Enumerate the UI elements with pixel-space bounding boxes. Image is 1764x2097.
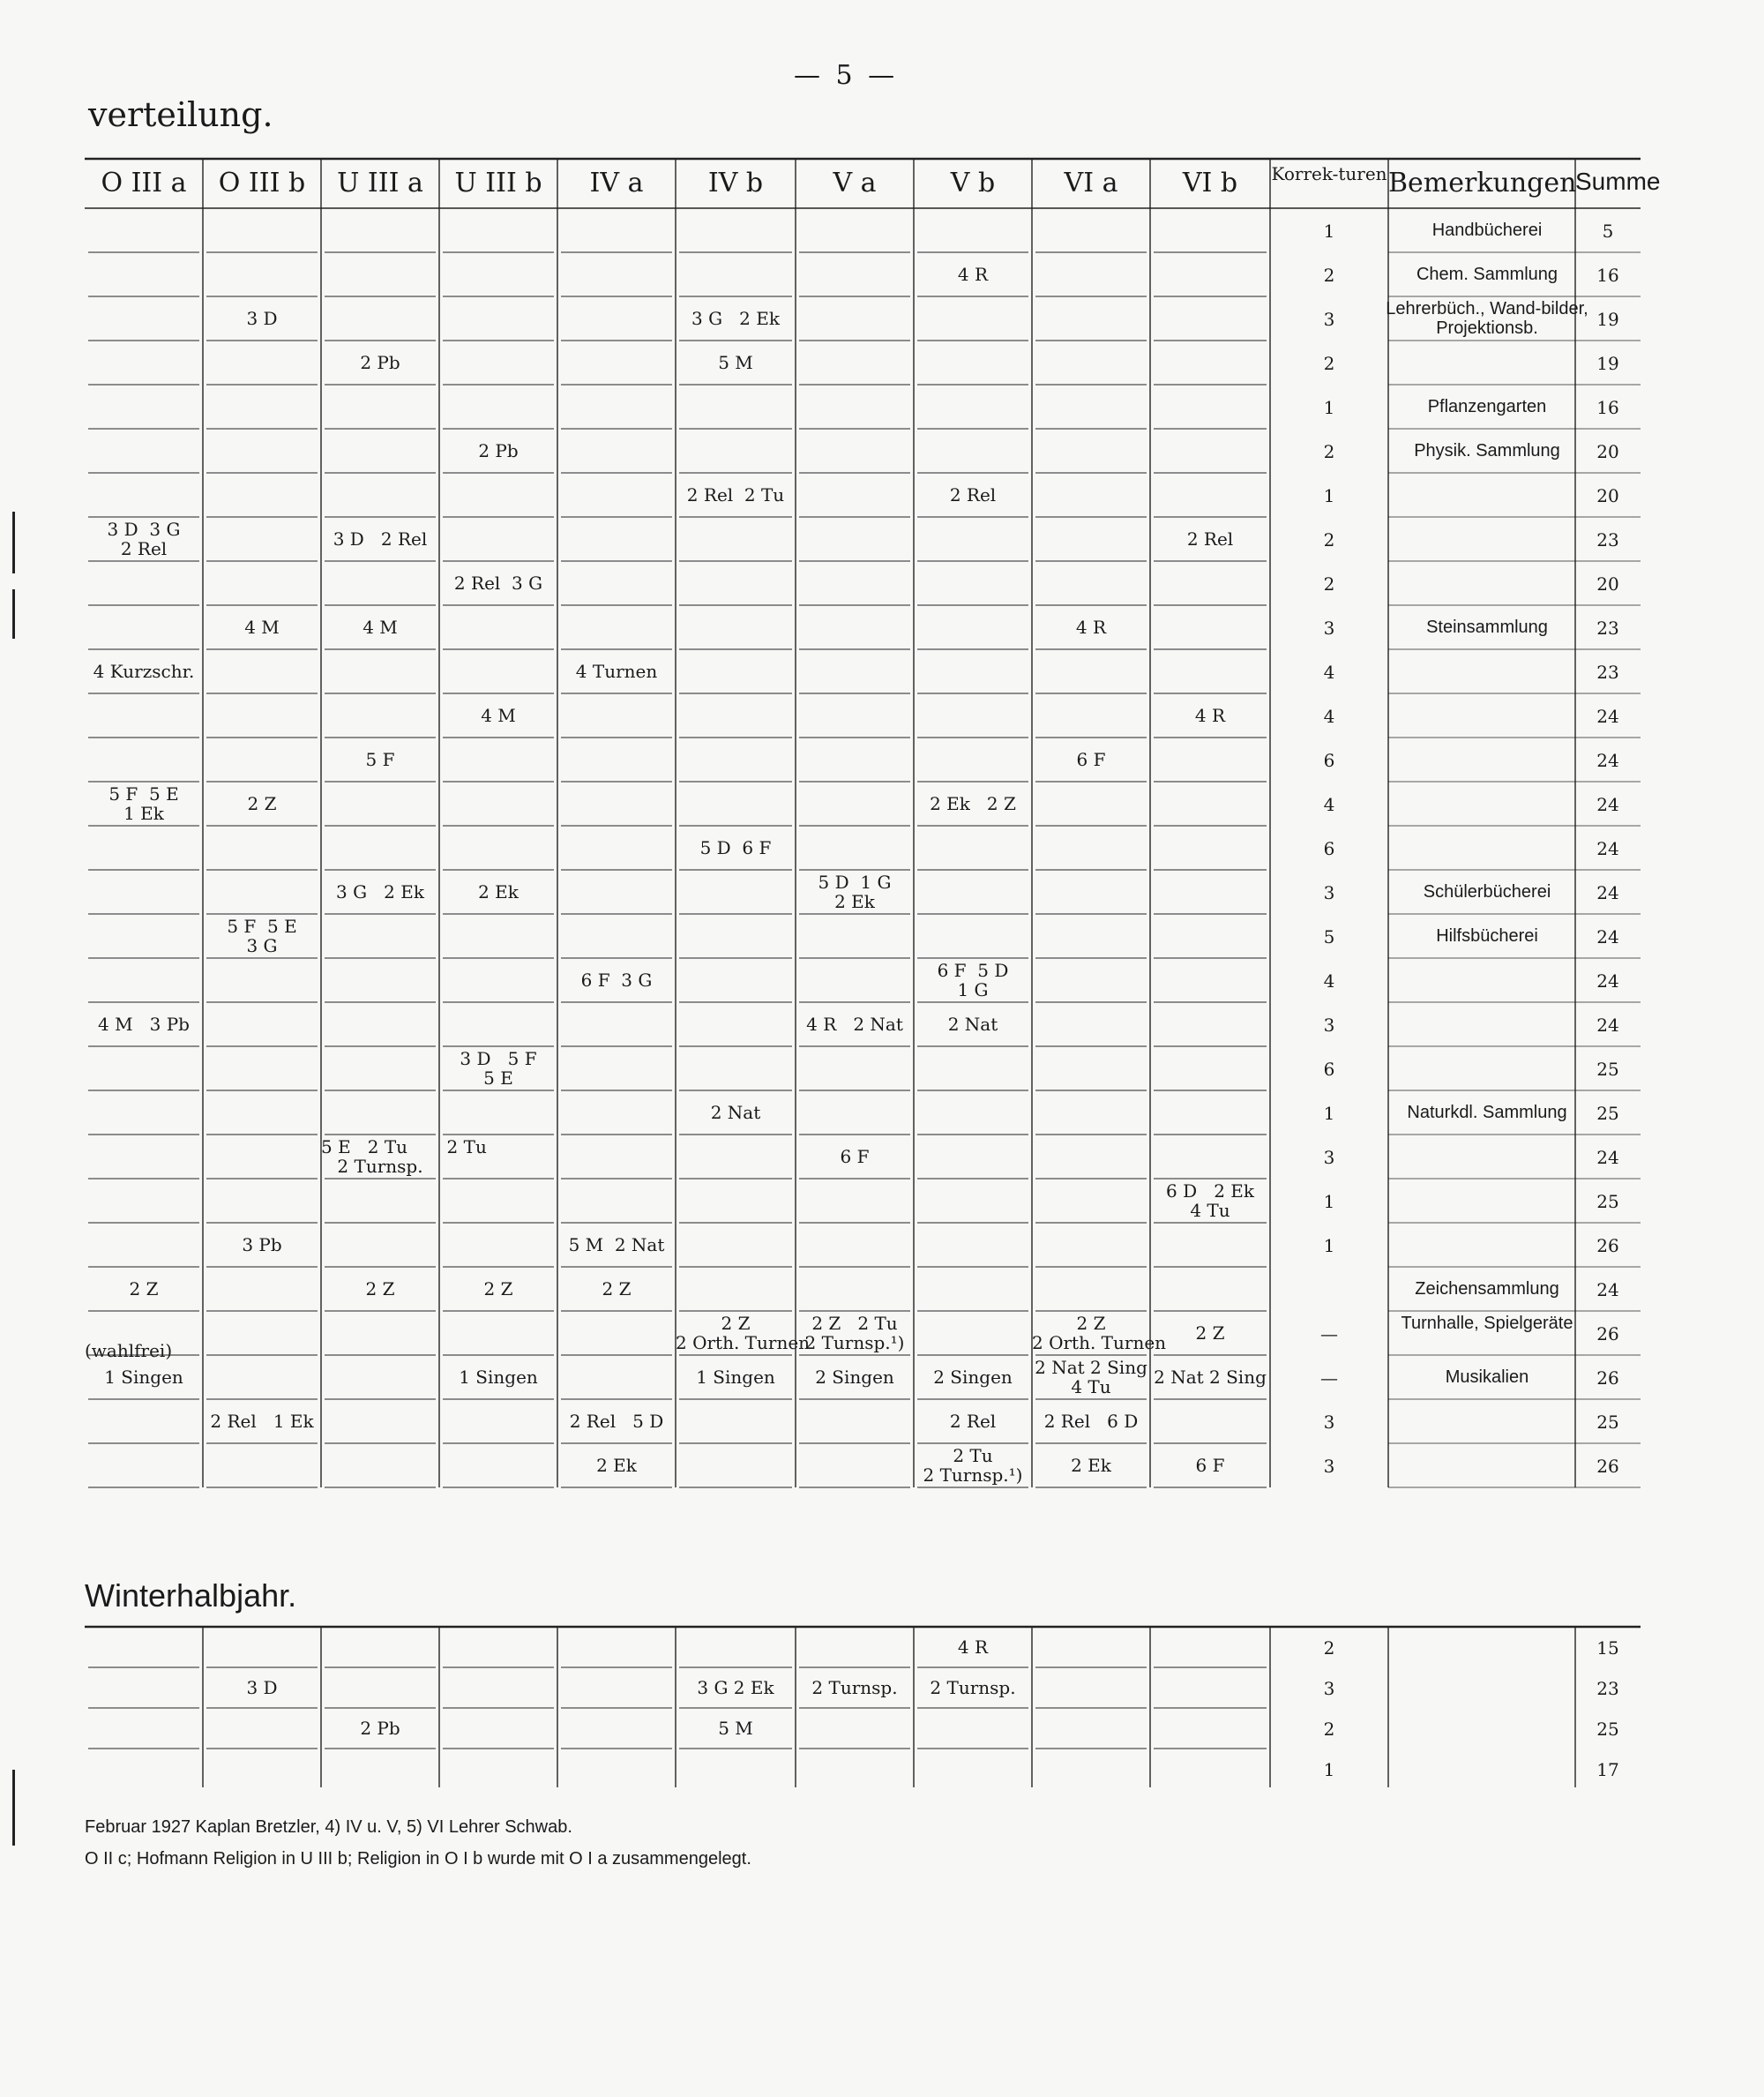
winter-korrekturen: 1 [1323, 1759, 1335, 1780]
bemerkung-value: Chem. Sammlung [1416, 265, 1558, 284]
summe-value: 24 [1596, 1147, 1619, 1168]
schedule-cell: 3 Pb [242, 1234, 282, 1255]
summe-value: 25 [1596, 1412, 1619, 1433]
korrekturen-value: 2 [1323, 265, 1335, 286]
summe-value: 25 [1596, 1103, 1619, 1124]
column-header-4: IV a [589, 168, 644, 198]
margin-mark [12, 512, 15, 573]
schedule-cell: 2 Z 2 Orth. Turnen [1032, 1313, 1167, 1353]
winter-cell: 3 D [246, 1677, 278, 1698]
schedule-cell: 4 R [1075, 617, 1107, 638]
winter-korrekturen: 2 [1323, 1719, 1335, 1740]
winter-summe: 25 [1596, 1719, 1619, 1740]
schedule-cell: 6 F [840, 1146, 870, 1167]
summe-value: 20 [1596, 573, 1619, 595]
schedule-cell: 2 Z [365, 1278, 395, 1299]
schedule-cell: 2 Rel 5 D [569, 1411, 664, 1432]
schedule-cell: 5 D 6 F [699, 837, 772, 858]
korrekturen-value: 4 [1323, 970, 1335, 992]
summe-value: 26 [1596, 1456, 1619, 1477]
summe-value: 19 [1596, 309, 1619, 330]
korrekturen-value: 2 [1323, 573, 1335, 595]
column-header-6: V a [833, 168, 877, 198]
korrekturen-value: 3 [1323, 1147, 1335, 1168]
footnote-2: O II c; Hofmann Religion in U III b; Religion in O I b wurde mit O I a zusammengelegt. [85, 1849, 751, 1869]
summe-value: 26 [1596, 1367, 1619, 1389]
summe-value: 5 [1602, 221, 1614, 242]
korrekturen-value: 6 [1323, 838, 1335, 859]
summe-value: 24 [1596, 970, 1619, 992]
column-header-3: U III b [454, 168, 542, 198]
schedule-cell: 4 M [481, 705, 516, 726]
korrekturen-value: 4 [1323, 662, 1335, 683]
schedule-cell: 3 D 3 G 2 Rel [107, 519, 181, 559]
korrekturen-value: 3 [1323, 1456, 1335, 1477]
schedule-cell: 2 Rel [949, 1411, 997, 1432]
schedule-cell: 2 Singen [933, 1367, 1013, 1388]
korrekturen-value: 1 [1323, 221, 1335, 242]
footnote-1: Februar 1927 Kaplan Bretzler, 4) IV u. V, 5) VI Lehrer Schwab. [85, 1817, 572, 1837]
schedule-cell: 2 Ek [1071, 1455, 1111, 1476]
korrekturen-value: 5 [1323, 926, 1335, 947]
schedule-cell: 2 Z [1195, 1322, 1225, 1344]
bemerkung-value: Turnhalle, Spielgeräte [1401, 1314, 1573, 1333]
winter-table [85, 1620, 1641, 1787]
korrekturen-value: 6 [1323, 750, 1335, 771]
winter-cell: 2 Turnsp. [930, 1677, 1016, 1698]
bemerkung-value: Zeichensammlung [1415, 1279, 1559, 1299]
summe-value: 19 [1596, 353, 1619, 374]
wahlfrei-label: (wahlfrei) [85, 1340, 173, 1361]
summe-value: 24 [1596, 838, 1619, 859]
summe-value: 24 [1596, 750, 1619, 771]
bemerkung-value: Physik. Sammlung [1414, 441, 1560, 461]
schedule-cell: 4 M [363, 617, 398, 638]
summe-value: 20 [1596, 485, 1619, 506]
schedule-cell: 2 Nat [710, 1102, 761, 1123]
schedule-cell: 2 Rel [949, 484, 997, 506]
winter-grid-lines [85, 1620, 1641, 1787]
summe-value: 23 [1596, 529, 1619, 550]
schedule-cell: 6 F 3 G [580, 970, 653, 991]
schedule-cell: 3 G 2 Ek [336, 881, 424, 902]
summe-value: 25 [1596, 1191, 1619, 1212]
summe-value: 24 [1596, 794, 1619, 815]
schedule-cell: 6 D 2 Ek 4 Tu [1166, 1180, 1254, 1221]
winter-cell: 4 R [957, 1636, 989, 1658]
schedule-cell: 2 Tu 2 Turnsp.¹) [923, 1445, 1023, 1486]
schedule-cell: 4 Turnen [575, 661, 658, 682]
korrekturen-value: 1 [1323, 485, 1335, 506]
korrekturen-value: 3 [1323, 618, 1335, 639]
column-header-0: O III a [101, 168, 187, 198]
bemerkung-value: Handbücherei [1431, 221, 1543, 240]
summe-value: 20 [1596, 441, 1619, 462]
korrekturen-value: 2 [1323, 529, 1335, 550]
schedule-cell: 4 M [244, 617, 280, 638]
schedule-cell: 2 Z [129, 1278, 159, 1299]
schedule-cell: 3 D [246, 308, 278, 329]
schedule-cell: 4 Kurzschr. [93, 661, 195, 682]
schedule-cell: 2 Pb [360, 352, 400, 373]
schedule-cell: 5 D 1 G 2 Ek [818, 872, 892, 912]
winter-summe: 23 [1596, 1678, 1619, 1699]
korrekturen-value: 3 [1323, 1412, 1335, 1433]
schedule-cell: 5 E 2 Tu 2 Tu 2 Turnsp. [321, 1136, 487, 1177]
bemerkung-value: Naturkdl. Sammlung [1407, 1103, 1567, 1122]
schedule-cell: 2 Rel 6 D [1043, 1411, 1139, 1432]
column-header-12: Summe [1575, 168, 1661, 195]
schedule-cell: 4 M 3 Pb [98, 1014, 190, 1035]
winter-cell: 2 Pb [360, 1718, 400, 1739]
korrekturen-value: — [1320, 1323, 1338, 1344]
column-header-2: U III a [337, 168, 423, 198]
winter-korrekturen: 2 [1323, 1637, 1335, 1659]
schedule-cell: 2 Ek 2 Z [930, 793, 1016, 814]
schedule-cell: 2 Singen [815, 1367, 894, 1388]
bemerkung-value: Lehrerbüch., Wand-bilder, Projektionsb. [1386, 299, 1588, 338]
column-header-8: VI a [1064, 168, 1118, 198]
schedule-cell: 3 D 5 F 5 E [460, 1048, 537, 1089]
winter-title: Winterhalbjahr. [85, 1577, 297, 1614]
column-header-9: VI b [1182, 168, 1238, 198]
schedule-cell: 2 Nat 2 Sing 4 Tu [1035, 1357, 1147, 1397]
korrekturen-value: 1 [1323, 397, 1335, 418]
korrekturen-value: 1 [1323, 1103, 1335, 1124]
schedule-cell: 2 Z [483, 1278, 513, 1299]
winter-cell: 5 M [718, 1718, 753, 1739]
bemerkung-value: Steinsammlung [1426, 618, 1548, 637]
schedule-cell: 2 Pb [478, 440, 519, 461]
summe-value: 26 [1596, 1235, 1619, 1256]
schedule-cell: 3 D 2 Rel [333, 528, 428, 550]
summe-value: 25 [1596, 1059, 1619, 1080]
schedule-cell: 2 Rel 3 G [453, 573, 543, 594]
schedule-cell: 1 Singen [104, 1367, 183, 1388]
schedule-cell: 5 F 5 E 1 Ek [108, 783, 179, 824]
korrekturen-value: 3 [1323, 882, 1335, 903]
schedule-cell: 4 R [957, 264, 989, 285]
winter-cell: 2 Turnsp. [811, 1677, 898, 1698]
korrekturen-value: 3 [1323, 1015, 1335, 1036]
schedule-cell: 6 F [1195, 1455, 1225, 1476]
schedule-cell: 5 M 2 Nat [568, 1234, 665, 1255]
column-header-10: Korrek-turen [1271, 163, 1387, 184]
korrekturen-value: 3 [1323, 309, 1335, 330]
column-header-1: O III b [218, 168, 306, 198]
distribution-table [85, 152, 1661, 1524]
schedule-cell: 5 M [718, 352, 753, 373]
schedule-cell: 2 Z 2 Orth. Turnen [676, 1313, 811, 1353]
bemerkung-value: Musikalien [1445, 1367, 1529, 1387]
korrekturen-value: 6 [1323, 1059, 1335, 1080]
korrekturen-value: 2 [1323, 441, 1335, 462]
korrekturen-value: 4 [1323, 706, 1335, 727]
schedule-cell: 6 F [1076, 749, 1106, 770]
schedule-cell: 2 Nat [947, 1014, 998, 1035]
summe-value: 23 [1596, 618, 1619, 639]
page-heading: verteilung. [88, 95, 273, 134]
korrekturen-value: 1 [1323, 1235, 1335, 1256]
schedule-cell: 6 F 5 D 1 G [937, 960, 1009, 1000]
summe-value: 24 [1596, 706, 1619, 727]
summe-value: 26 [1596, 1323, 1619, 1344]
korrekturen-value: 4 [1323, 794, 1335, 815]
summe-value: 24 [1596, 1015, 1619, 1036]
column-header-11: Bemerkungen [1388, 168, 1577, 198]
summe-value: 24 [1596, 882, 1619, 903]
schedule-cell: 2 Ek [596, 1455, 637, 1476]
korrekturen-value: — [1320, 1367, 1338, 1389]
winter-korrekturen: 3 [1323, 1678, 1335, 1699]
summe-value: 24 [1596, 1279, 1619, 1300]
margin-mark [12, 589, 15, 639]
schedule-cell: 2 Rel [1186, 528, 1234, 550]
korrekturen-value: 1 [1323, 1191, 1335, 1212]
winter-summe: 17 [1596, 1759, 1619, 1780]
column-header-7: V b [950, 168, 996, 198]
summe-value: 16 [1596, 265, 1619, 286]
winter-summe: 15 [1596, 1637, 1619, 1659]
schedule-cell: 2 Ek [478, 881, 519, 902]
margin-mark [12, 1770, 15, 1846]
schedule-cell: 2 Rel 1 Ek [210, 1411, 314, 1432]
column-header-5: IV b [707, 168, 764, 198]
schedule-cell: 1 Singen [459, 1367, 538, 1388]
schedule-cell: 2 Z 2 Tu 2 Turnsp.¹) [804, 1313, 905, 1353]
schedule-cell: 4 R 2 Nat [806, 1014, 903, 1035]
schedule-cell: 5 F 5 E 3 G [227, 916, 297, 956]
bemerkung-value: Schülerbücherei [1423, 882, 1551, 902]
bemerkung-value: Pflanzengarten [1427, 397, 1547, 416]
summe-value: 16 [1596, 397, 1619, 418]
schedule-cell: 2 Nat 2 Sing [1154, 1367, 1267, 1388]
bemerkung-value: Hilfsbücherei [1436, 926, 1538, 946]
schedule-cell: 5 F [365, 749, 395, 770]
korrekturen-value: 2 [1323, 353, 1335, 374]
summe-value: 23 [1596, 662, 1619, 683]
schedule-cell: 1 Singen [696, 1367, 775, 1388]
schedule-cell: 2 Rel 2 Tu [686, 484, 785, 506]
page-number: — 5 — [794, 60, 899, 91]
schedule-cell: 4 R [1194, 705, 1226, 726]
schedule-cell: 2 Z [602, 1278, 632, 1299]
summe-value: 24 [1596, 926, 1619, 947]
schedule-cell: 2 Z [247, 793, 277, 814]
winter-cell: 3 G 2 Ek [697, 1677, 774, 1698]
schedule-cell: 3 G 2 Ek [691, 308, 780, 329]
